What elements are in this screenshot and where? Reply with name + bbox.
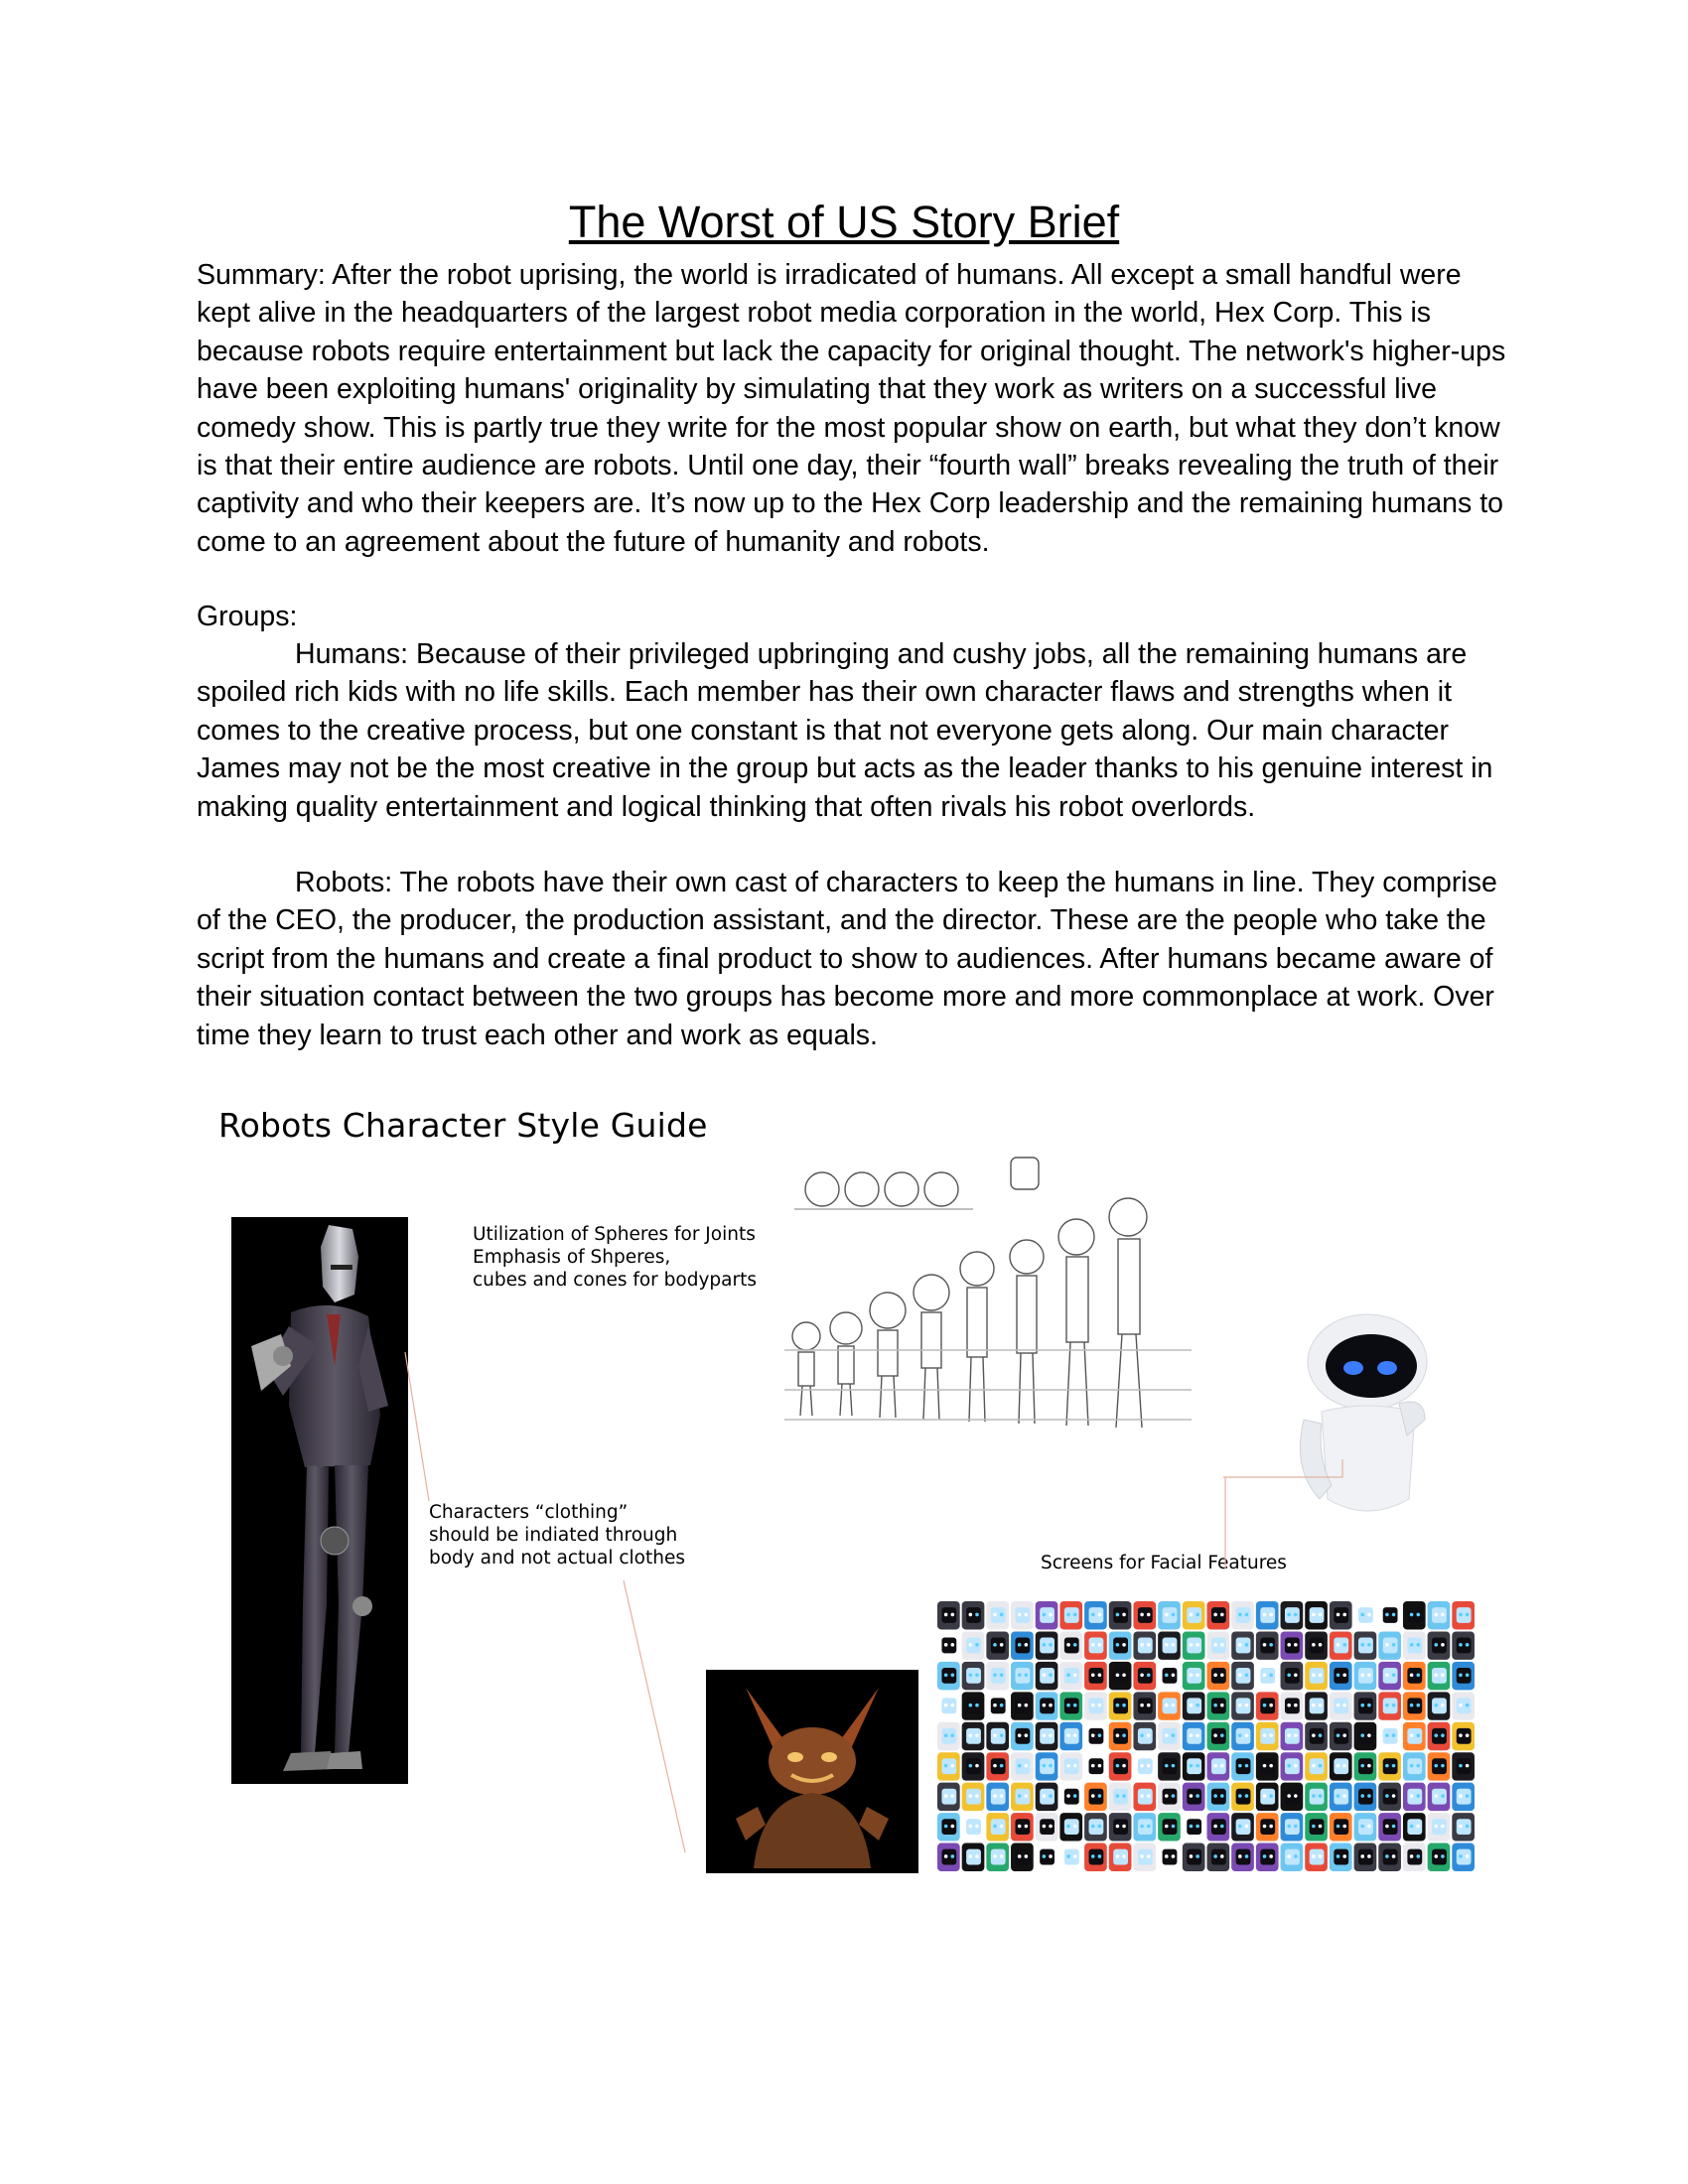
joints-annotation-line-2: Emphasis of Shperes,	[473, 1247, 671, 1268]
robot-age-lineup-sketch-image	[784, 1152, 1281, 1454]
white-robot-eve-image	[1276, 1300, 1455, 1524]
summary-text: Summary: After the robot uprising, the world is irradicated of humans. All except a small handful were kept alive in the headquarters of the largest robot media corporation in the world, Hex Corp. This is because robots require entertainment but lack the capacity for original thought. The network's higher-ups have been exploiting humans' originality by simulating that they work as writers on a successful live comedy show. This is partly true they write for the most popular show on earth, but what they don’t know is that their entire audience are robots. Until one day, their “fourth wall” breaks revealing the truth of their captivity and who their keepers are. It’s now up to the Hex Corp leadership and the remaining humans to come to an agreement about the future of humanity and robots.	[197, 259, 1506, 558]
joints-annotation-line-1: Utilization of Spheres for Joints	[473, 1224, 756, 1245]
style-guide-title: Robots Character Style Guide	[218, 1106, 708, 1145]
tall-suited-robot-image	[231, 1217, 408, 1784]
clothing-annotation-line-3: body and not actual clothes	[429, 1548, 685, 1569]
horned-robot-image	[706, 1670, 918, 1873]
joints-annotation-line-3: cubes and cones for bodyparts	[473, 1270, 757, 1291]
summary-paragraph	[197, 256, 1507, 561]
clothing-annotation	[429, 1501, 685, 1570]
groups-label: Groups:	[197, 601, 298, 632]
humans-text: Humans: Because of their privileged upbringing and cushy jobs, all the remaining humans are spoiled rich kids with no life skills. Each member has their own character flaws and strengths when it comes to the creative process, but one constant is that not everyone gets along. Our main character James may not be the most creative in the group but acts as the leader thanks to his genuine interest in making quality entertainment and logical thinking that often rivals his robot overlords.	[197, 638, 1493, 823]
robots-paragraph	[197, 864, 1507, 1054]
screen-face-robots-grid-image	[936, 1600, 1476, 1872]
screens-annotation: Screens for Facial Features	[1041, 1553, 1287, 1573]
clothing-annotation-line-1: Characters “clothing”	[429, 1502, 629, 1523]
document-title: The Worst of US Story Brief	[568, 197, 1120, 247]
humans-paragraph	[197, 635, 1507, 826]
robots-text: Robots: The robots have their own cast of characters to keep the humans in line. They comprise of the CEO, the producer, the production assistant, and the director. These are the people who take the script from the humans and create a final product to show to audiences. After humans became aware of their situation contact between the two groups has become more and more commonplace at work. Over time they learn to trust each other and work as equals.	[197, 867, 1497, 1051]
clothing-annotation-line-2: should be indiated through	[429, 1525, 678, 1546]
joints-annotation	[473, 1223, 757, 1292]
